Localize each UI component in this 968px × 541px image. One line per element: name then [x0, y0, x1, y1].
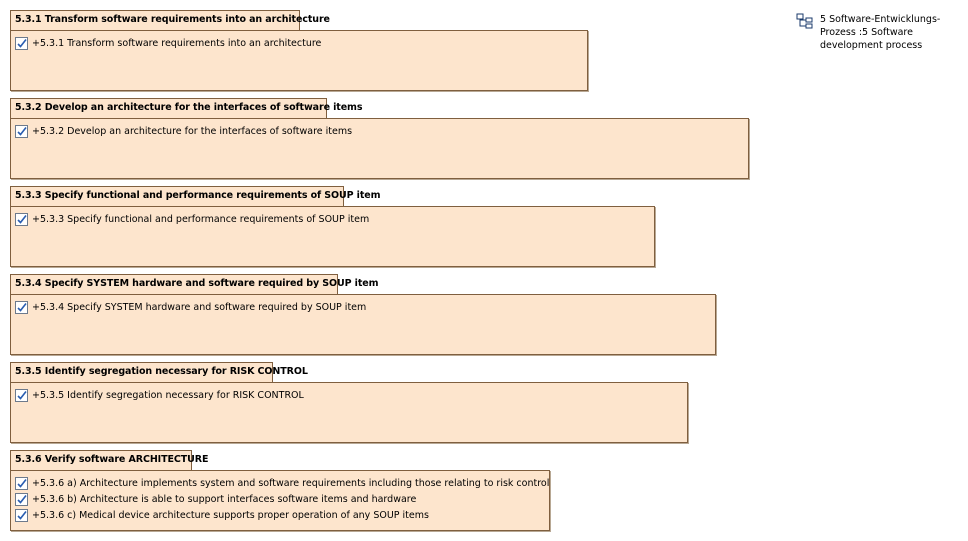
requirement-check-icon	[15, 301, 28, 314]
package-tab[interactable]: 5.3.4 Specify SYSTEM hardware and software required by SOUP item	[10, 274, 338, 294]
requirement-item[interactable]	[15, 491, 545, 507]
requirement-label: +5.3.5 Identify segregation necessary for RISK CONTROL	[32, 389, 304, 401]
requirement-label: +5.3.2 Develop an architecture for the interfaces of software items	[32, 125, 353, 137]
requirement-check-icon	[15, 389, 28, 402]
requirement-item[interactable]	[15, 299, 711, 315]
requirement-item[interactable]	[15, 507, 545, 523]
package-hierarchy-icon	[796, 13, 814, 29]
package-tab[interactable]: 5.3.3 Specify functional and performance requirements of SOUP item	[10, 186, 344, 206]
requirement-check-icon	[15, 125, 28, 138]
requirement-label: +5.3.6 b) Architecture is able to support interfaces software items and hardware	[32, 493, 417, 505]
requirement-item[interactable]	[15, 387, 683, 403]
requirement-check-icon	[15, 37, 28, 50]
package-body[interactable]	[10, 470, 550, 531]
requirement-check-icon	[15, 493, 28, 506]
parent-package-label: 5 Software-Entwicklungs-Prozess :5 Software development process	[820, 14, 941, 51]
package-body[interactable]	[10, 206, 655, 267]
package-body[interactable]	[10, 382, 688, 443]
requirement-check-icon	[15, 213, 28, 226]
requirement-check-icon	[15, 509, 28, 522]
package-tab[interactable]: 5.3.1 Transform software requirements into an architecture	[10, 10, 300, 30]
package-tab[interactable]: 5.3.6 Verify software ARCHITECTURE	[10, 450, 192, 470]
requirement-item[interactable]	[15, 123, 744, 139]
requirement-item[interactable]	[15, 211, 650, 227]
requirement-check-icon	[15, 477, 28, 490]
requirement-label: +5.3.6 c) Medical device architecture supports proper operation of any SOUP items	[32, 509, 429, 521]
requirement-label: +5.3.1 Transform software requirements into an architecture	[32, 37, 322, 49]
requirement-label: +5.3.3 Specify functional and performance requirements of SOUP item	[32, 213, 370, 225]
requirement-label: +5.3.6 a) Architecture implements system and software requirements including those relating to risk control	[32, 477, 550, 489]
package-tab[interactable]: 5.3.5 Identify segregation necessary for RISK CONTROL	[10, 362, 273, 382]
package-body[interactable]	[10, 294, 716, 355]
package-tab[interactable]: 5.3.2 Develop an architecture for the interfaces of software items	[10, 98, 327, 118]
package-body[interactable]	[10, 30, 588, 91]
requirement-item[interactable]	[15, 35, 583, 51]
requirement-label: +5.3.4 Specify SYSTEM hardware and software required by SOUP item	[32, 301, 367, 313]
requirement-item[interactable]	[15, 475, 550, 491]
package-body[interactable]	[10, 118, 749, 179]
parent-package-link[interactable]	[796, 13, 956, 52]
